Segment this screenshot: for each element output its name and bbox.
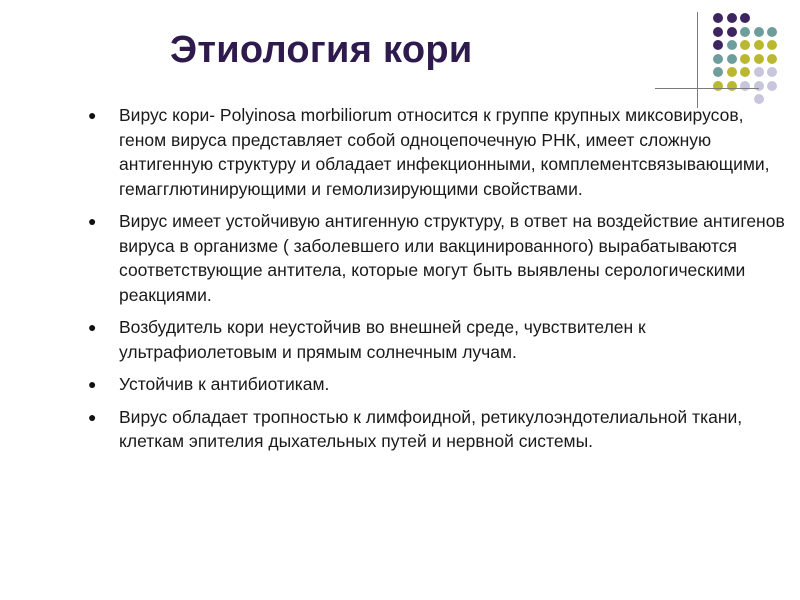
bullet-text: Вирус кори- Polyinosa morbiliorum относится к группе крупных миксовирусов, геном вируса представляет собой одноцепочечную РНК, имеет сложную антигенную структуру и обладает инфекционными, комплементсвязывающими, гемагглютинирующими и гемолизирующими свойствами. [119, 105, 770, 199]
bullet-list [88, 103, 788, 462]
decorative-dot [767, 54, 777, 64]
decorative-dot [713, 54, 723, 64]
bullet-item [88, 209, 788, 307]
vertical-divider-line [697, 12, 698, 108]
decorative-dot [740, 40, 750, 50]
bullet-item [88, 103, 788, 201]
decorative-dot [754, 54, 764, 64]
decorative-dot [727, 40, 737, 50]
decorative-dot [727, 54, 737, 64]
decorative-dot [713, 67, 723, 77]
decorative-dot [740, 27, 750, 37]
horizontal-divider-line [655, 88, 759, 89]
bullet-icon: ● [88, 319, 97, 335]
decorative-dot [767, 40, 777, 50]
decorative-dot [754, 67, 764, 77]
decorative-dot [754, 40, 764, 50]
bullet-text: Возбудитель кори неустойчив во внешней среде, чувствителен к ультрафиолетовым и прямым солнечным лучам. [119, 317, 646, 362]
bullet-item [88, 405, 788, 454]
decorative-dot [767, 81, 777, 91]
decorative-dot [767, 67, 777, 77]
decorative-dot [727, 27, 737, 37]
decorative-dot [740, 13, 750, 23]
decorative-dot [713, 27, 723, 37]
decorative-dot [754, 27, 764, 37]
decorative-dot [740, 67, 750, 77]
bullet-icon: ● [88, 376, 97, 392]
decorative-dot [713, 81, 723, 91]
decorative-dot [713, 13, 723, 23]
bullet-text: Устойчив к антибиотикам. [119, 374, 330, 394]
decorative-dot [727, 67, 737, 77]
decorative-dot [727, 81, 737, 91]
bullet-text: Вирус обладает тропностью к лимфоидной, ретикулоэндотелиальной ткани, клеткам эпителия дыхательных путей и нервной системы. [119, 406, 743, 451]
bullet-text: Вирус имеет устойчивую антигенную структуру, в ответ на воздействие антигенов вируса в организме ( заболевшего или вакцинированного) вырабатываются соответствующие антитела, которые могут быть выявлены серологическими реакциями. [119, 211, 785, 305]
slide-title: Этиология кори [170, 29, 473, 71]
decorative-dot [740, 81, 750, 91]
decorative-dot [713, 40, 723, 50]
bullet-item [88, 315, 788, 364]
decorative-dot [740, 54, 750, 64]
bullet-icon: ● [88, 107, 97, 123]
bullet-icon: ● [88, 408, 97, 425]
decorative-dot [727, 13, 737, 23]
bullet-icon: ● [88, 213, 97, 229]
decorative-dot [767, 27, 777, 37]
decorative-dot [754, 81, 764, 91]
bullet-item [88, 372, 788, 397]
